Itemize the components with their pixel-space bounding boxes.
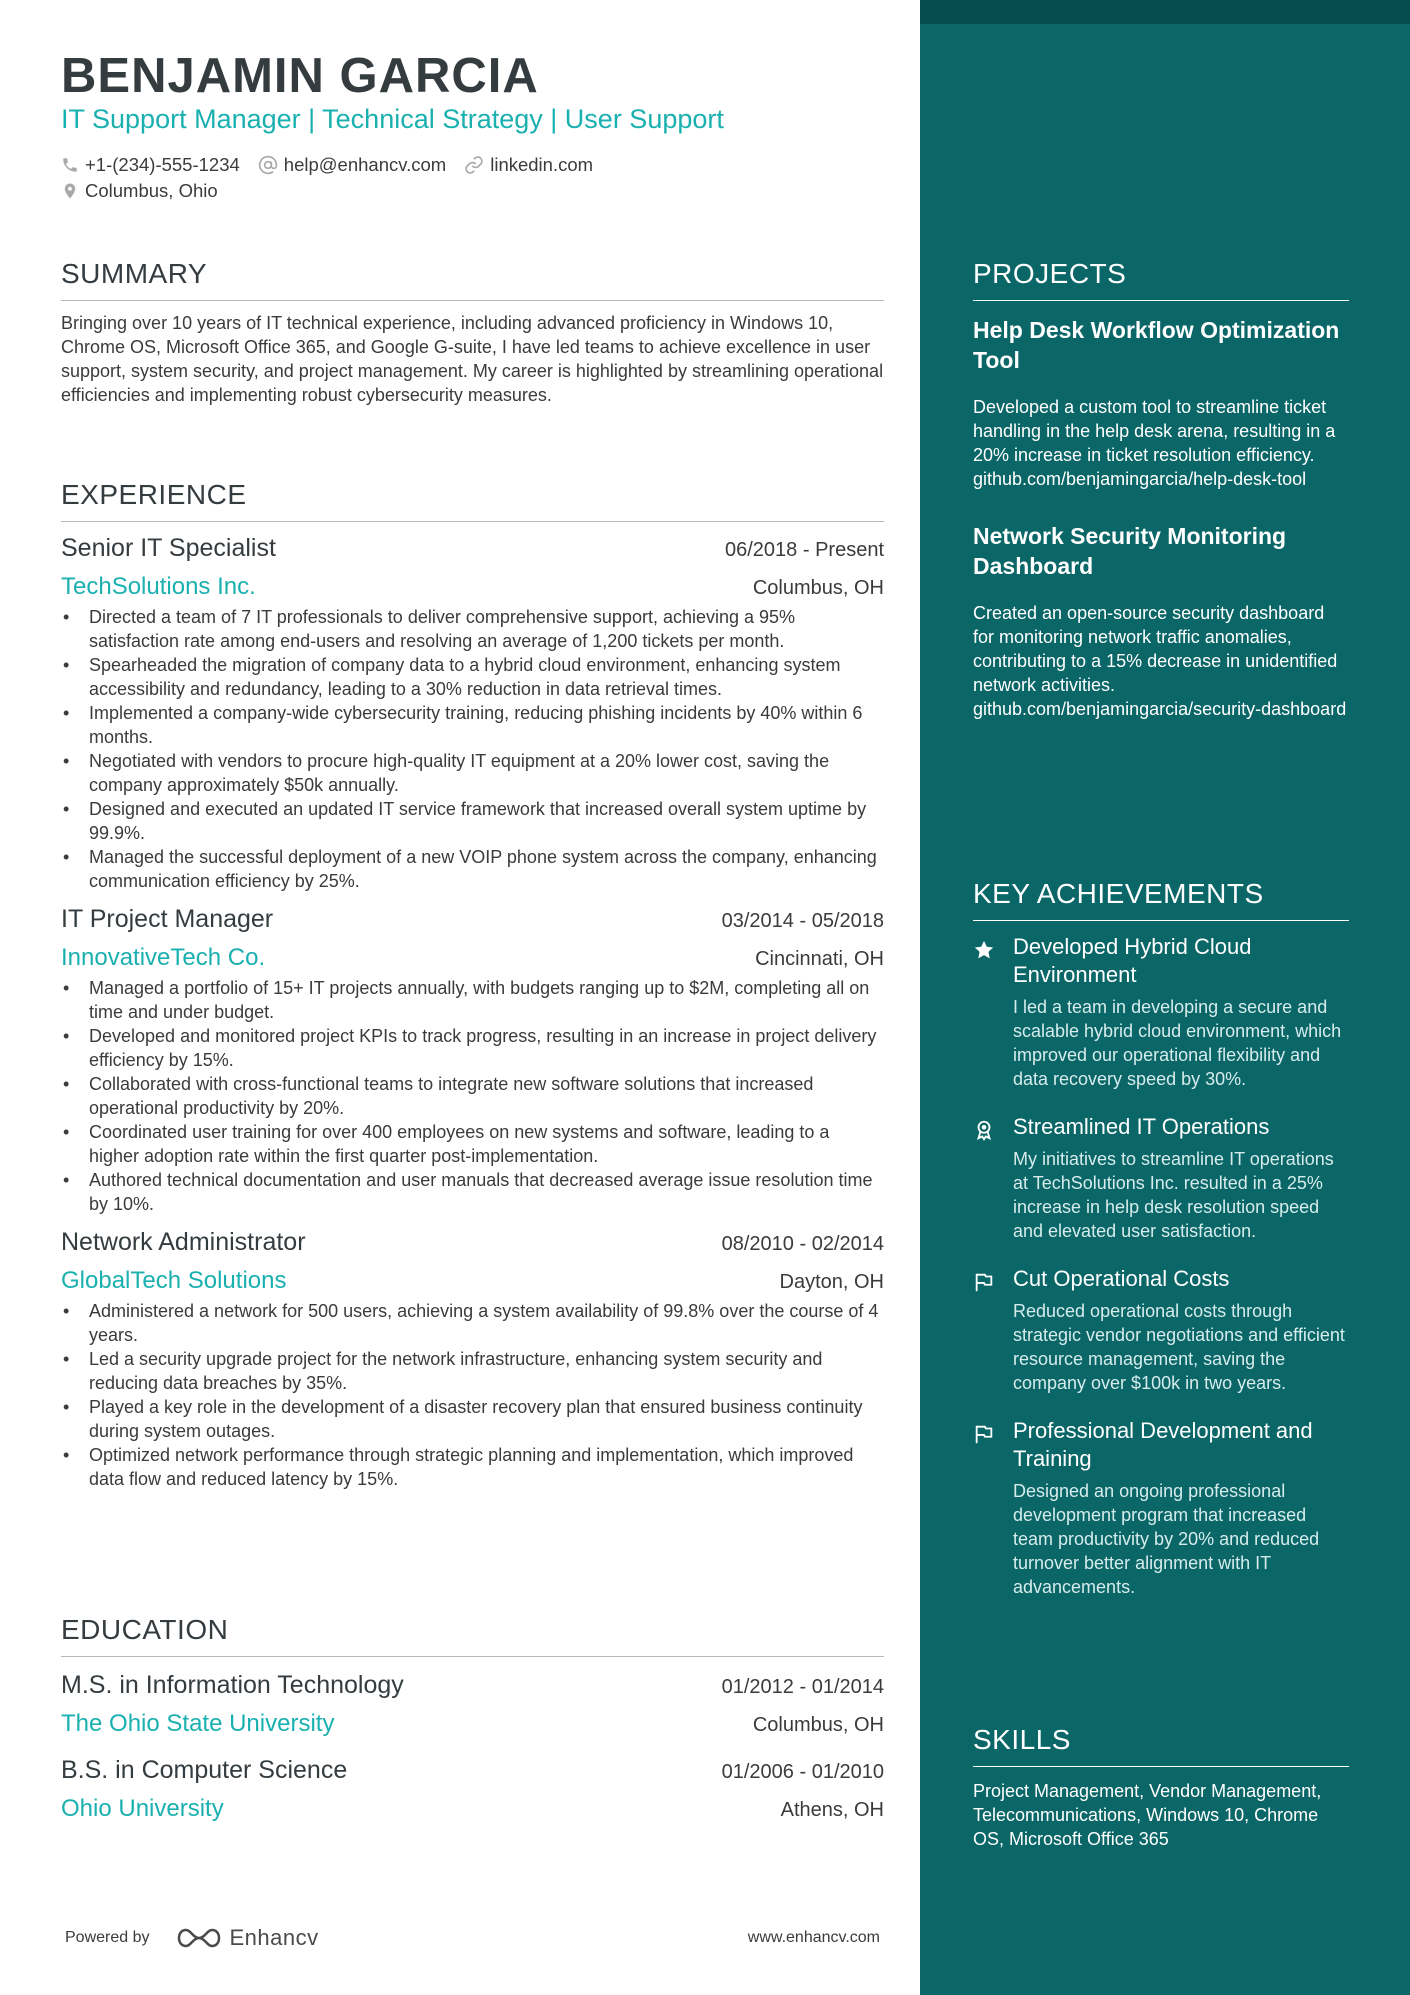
candidate-name: BENJAMIN GARCIA [61, 49, 539, 103]
skills-list: Project Management, Vendor Management, Telecommunications, Windows 10, Chrome OS, Microsoft Office 365 [973, 1781, 1322, 1849]
contact-info [61, 152, 611, 204]
star-icon [973, 939, 995, 961]
bullet-item: • Developed and monitored project KPIs to track progress, resulting in an increase in project delivery efficiency by 15%. [61, 1024, 884, 1072]
job-entry [61, 905, 884, 1216]
school-name: The Ohio State University [61, 1710, 335, 1737]
bullet-item: • Directed a team of 7 IT professionals to deliver comprehensive support, achieving a 95% satisfaction rate among end-users and resolving an average of 1,200 tickets per month. [61, 605, 884, 653]
summary-heading: SUMMARY [61, 258, 884, 301]
skills-section [973, 1724, 1349, 1851]
education-section [61, 1614, 884, 1823]
school-location: Columbus, OH [752, 1714, 884, 1736]
bullet-item: • Designed and executed an updated IT service framework that increased overall system uptime by 99.9%. [61, 797, 884, 845]
achievement-entry [973, 1113, 1349, 1243]
project-entry [973, 315, 1349, 491]
job-bullets [61, 1299, 884, 1491]
achievement-entry [973, 1417, 1349, 1599]
company-name: InnovativeTech Co. [61, 944, 266, 971]
school-location: Athens, OH [780, 1799, 884, 1821]
education-heading: EDUCATION [61, 1614, 884, 1657]
contact-email[interactable] [258, 154, 446, 176]
sidebar-column [920, 0, 1410, 1995]
projects-heading: PROJECTS [973, 258, 1349, 301]
achievement-description: Reduced operational costs through strategic vendor negotiations and efficient resource management, saving the company over $100k in two years. [1013, 1301, 1345, 1393]
candidate-tagline: IT Support Manager | Technical Strategy | User Support [61, 104, 724, 134]
summary-section [61, 258, 884, 407]
enhancv-brand-text: Enhancv [229, 1925, 319, 1950]
location-pin-icon [61, 181, 79, 201]
footer [65, 1925, 880, 1951]
sidebar-top-bar [920, 0, 1410, 24]
job-bullets [61, 976, 884, 1216]
enhancv-logo-icon [176, 1926, 222, 1950]
experience-heading: EXPERIENCE [61, 479, 884, 522]
project-title: Help Desk Workflow Optimization Tool [973, 317, 1340, 373]
achievement-description: Designed an ongoing professional development program that increased team productivity by 20% and reduced turnover better alignment with IT advancements. [1013, 1481, 1320, 1597]
phone-icon [61, 156, 79, 174]
job-title: IT Project Manager [61, 905, 274, 933]
contact-linkedin[interactable] [464, 154, 593, 176]
bullet-item: • Spearheaded the migration of company data to a hybrid cloud environment, enhancing system accessibility and redundancy, leading to a 30% reduction in data retrieval times. [61, 653, 884, 701]
contact-phone [61, 154, 240, 176]
website-link[interactable]: www.enhancv.com [747, 1929, 880, 1946]
education-entry [61, 1671, 884, 1738]
experience-section [61, 479, 884, 1491]
flag-icon [973, 1423, 995, 1445]
achievement-entry [973, 933, 1349, 1091]
flag-icon [973, 1271, 995, 1293]
job-entry [61, 1228, 884, 1491]
bullet-item: • Administered a network for 500 users, achieving a system availability of 99.8% over the course of 4 years. [61, 1299, 884, 1347]
job-location: Columbus, OH [752, 577, 884, 599]
company-name: GlobalTech Solutions [61, 1267, 287, 1294]
achievement-description: I led a team in developing a secure and scalable hybrid cloud environment, which improved our operational flexibility and data recovery speed by 30%. [1013, 997, 1342, 1089]
achievement-description: My initiatives to streamline IT operations at TechSolutions Inc. resulted in a 25% increase in help desk resolution speed and elevated user satisfaction. [1013, 1149, 1334, 1241]
contact-location [61, 180, 218, 202]
project-entry [973, 521, 1349, 721]
email-text[interactable]: help@enhancv.com [283, 154, 447, 175]
bullet-item: • Managed a portfolio of 15+ IT projects annually, with budgets ranging up to $2M, completing all on time and under budget. [61, 976, 884, 1024]
job-location: Dayton, OH [779, 1271, 884, 1293]
job-location: Cincinnati, OH [755, 948, 884, 970]
summary-text: Bringing over 10 years of IT technical experience, including advanced proficiency in Windows 10, Chrome OS, Microsoft Office 365, and Google G-suite, I have led teams to achieve excellence in user support, system security, and project management. My career is highlighted by streamlining operational efficiencies and implementing robust cybersecurity measures. [61, 313, 884, 405]
projects-section [973, 258, 1349, 721]
bullet-item: • Negotiated with vendors to procure high-quality IT equipment at a 20% lower cost, saving the company approximately $50k annually. [61, 749, 884, 797]
education-dates: 01/2012 - 01/2014 [721, 1676, 884, 1698]
bullet-item: • Coordinated user training for over 400 employees on new systems and software, leading to a higher adoption rate within the first quarter post-implementation. [61, 1120, 884, 1168]
job-entry [61, 534, 884, 893]
company-name: TechSolutions Inc. [61, 573, 256, 600]
job-title: Network Administrator [61, 1228, 306, 1256]
job-dates: 03/2014 - 05/2018 [721, 910, 884, 932]
achievement-title: Streamlined IT Operations [1013, 1114, 1270, 1139]
at-icon [258, 155, 278, 175]
bullet-item: • Collaborated with cross-functional teams to integrate new software solutions that increased operational productivity by 20%. [61, 1072, 884, 1120]
achievement-title: Professional Development and Training [1013, 1418, 1313, 1471]
degree-title: M.S. in Information Technology [61, 1671, 404, 1699]
achievement-title: Cut Operational Costs [1013, 1266, 1230, 1291]
education-dates: 01/2006 - 01/2010 [721, 1761, 884, 1783]
project-title: Network Security Monitoring Dashboard [973, 523, 1287, 579]
achievement-entry [973, 1265, 1349, 1395]
powered-by [65, 1925, 319, 1951]
phone-text: +1-(234)-555-1234 [85, 154, 240, 175]
project-description: Created an open-source security dashboard for monitoring network traffic anomalies, contributing to a 15% decrease in unidentified network activities. github.com/benjamingarcia/security-dashboard [973, 603, 1347, 719]
achievement-title: Developed Hybrid Cloud Environment [1013, 934, 1252, 987]
job-dates: 08/2010 - 02/2014 [721, 1233, 884, 1255]
bullet-item: • Managed the successful deployment of a new VOIP phone system across the company, enhancing communication efficiency by 25%. [61, 845, 884, 893]
linkedin-text[interactable]: linkedin.com [490, 154, 594, 175]
enhancv-logo[interactable] [176, 1925, 319, 1951]
skills-heading: SKILLS [973, 1724, 1349, 1767]
job-dates: 06/2018 - Present [725, 539, 884, 561]
location-text: Columbus, Ohio [85, 180, 218, 201]
school-name: Ohio University [61, 1795, 224, 1822]
bullet-item: • Optimized network performance through strategic planning and implementation, which improved data flow and reduced latency by 15%. [61, 1443, 884, 1491]
job-bullets [61, 605, 884, 893]
achievements-section [973, 878, 1349, 1599]
link-icon [464, 155, 484, 175]
award-icon [973, 1119, 995, 1141]
bullet-item: • Played a key role in the development of a disaster recovery plan that ensured business continuity during system outages. [61, 1395, 884, 1443]
degree-title: B.S. in Computer Science [61, 1756, 348, 1784]
bullet-item: • Implemented a company-wide cybersecurity training, reducing phishing incidents by 40% within 6 months. [61, 701, 884, 749]
education-entry [61, 1756, 884, 1823]
powered-by-label: Powered by [65, 1929, 150, 1946]
bullet-item: • Authored technical documentation and user manuals that decreased average issue resolution time by 10%. [61, 1168, 884, 1216]
project-description: Developed a custom tool to streamline ticket handling in the help desk arena, resulting in a 20% increase in ticket resolution efficiency. github.com/benjamingarcia/help-desk-tool [973, 397, 1336, 489]
bullet-item: • Led a security upgrade project for the network infrastructure, enhancing system security and reducing data breaches by 35%. [61, 1347, 884, 1395]
achievements-heading: KEY ACHIEVEMENTS [973, 878, 1349, 921]
job-title: Senior IT Specialist [61, 534, 276, 562]
